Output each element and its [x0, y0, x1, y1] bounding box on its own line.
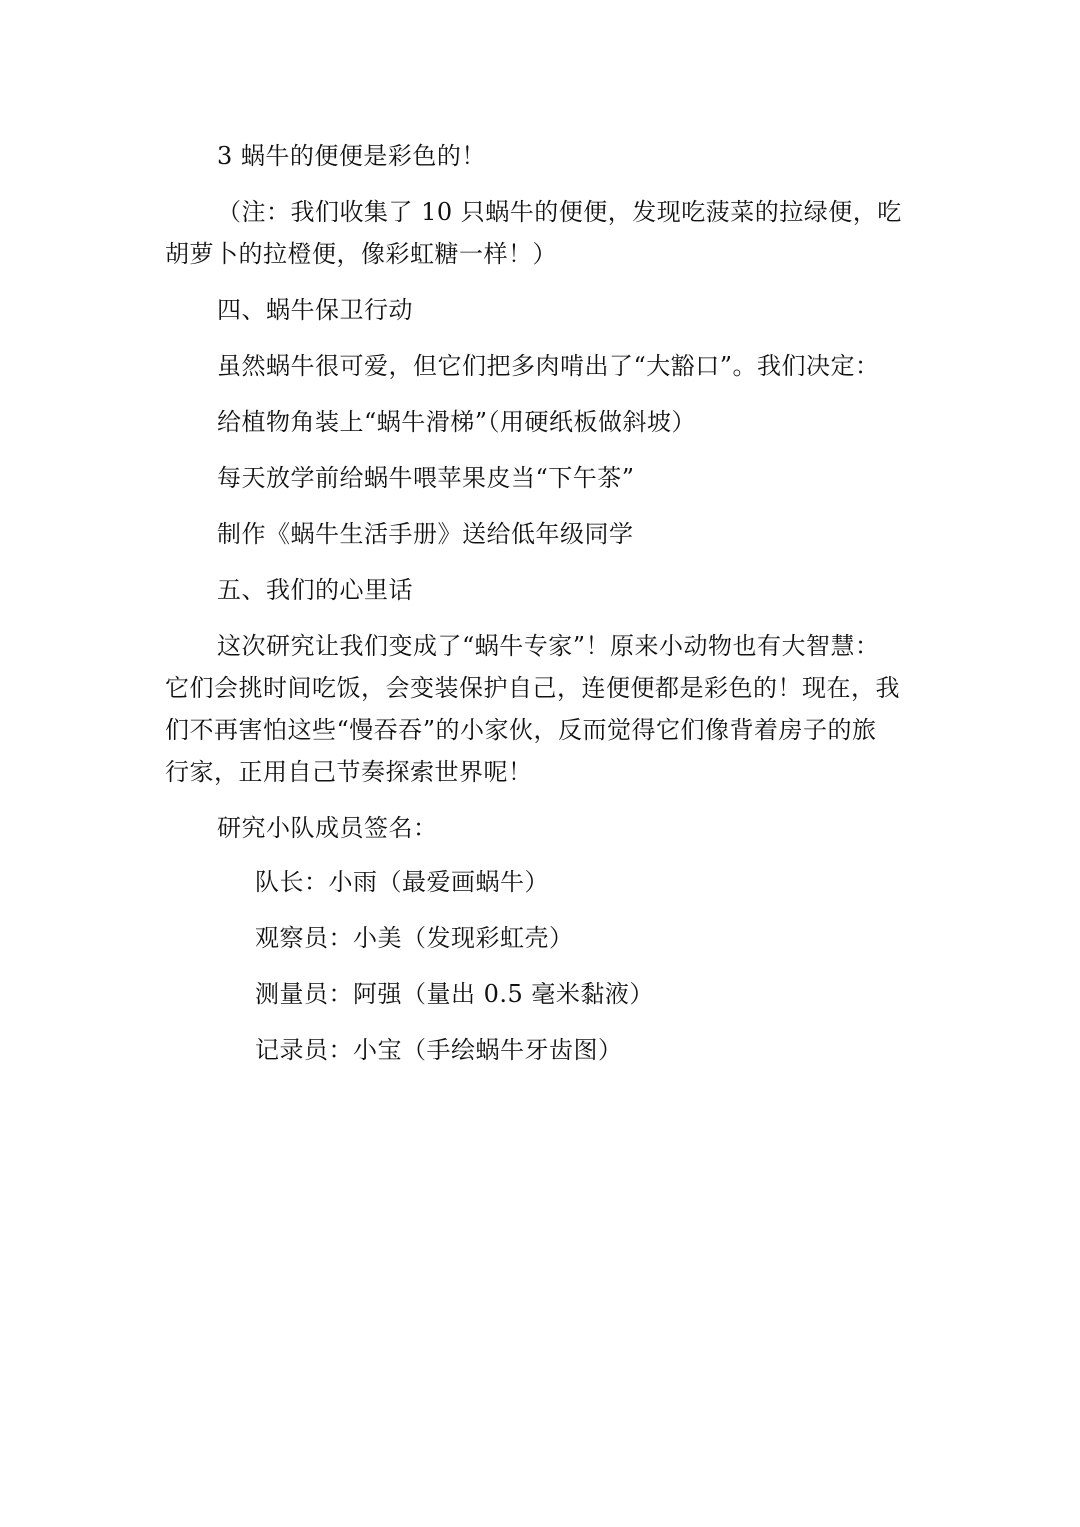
section-5-heading: 五、我们的心里话	[217, 576, 413, 604]
action-item-2: 每天放学前给蜗牛喂苹果皮当“下午茶”	[217, 464, 635, 492]
conclusion-line-2: 它们会挑时间吃饭，会变装保护自己，连便便都是彩色的！现在，我	[165, 674, 900, 702]
section-4-heading: 四、蜗牛保卫行动	[217, 296, 413, 324]
conclusion-line-3: 们不再害怕这些“慢吞吞”的小家伙，反而觉得它们像背着房子的旅	[165, 716, 877, 744]
signature-heading: 研究小队成员签名：	[217, 814, 438, 842]
action-item-3: 制作《蜗牛生活手册》送给低年级同学	[217, 520, 634, 548]
section-4-intro: 虽然蜗牛很可爱，但它们把多肉啃出了“大豁口”。我们决定：	[217, 352, 880, 380]
action-item-1: 给植物角装上“蜗牛滑梯”（用硬纸板做斜坡）	[217, 408, 697, 436]
member-recorder: 记录员：小宝（手绘蜗牛牙齿图）	[255, 1036, 623, 1064]
member-captain: 队长：小雨（最爱画蜗牛）	[255, 868, 549, 896]
conclusion-line-1: 这次研究让我们变成了“蜗牛专家”！原来小动物也有大智慧：	[217, 632, 880, 660]
finding-3-line: 3 蜗牛的便便是彩色的！	[217, 142, 486, 170]
note-line-1: （注：我们收集了 10 只蜗牛的便便，发现吃菠菜的拉绿便，吃	[217, 198, 902, 226]
conclusion-line-4: 行家，正用自己节奏探索世界呢！	[165, 758, 533, 786]
member-observer: 观察员：小美（发现彩虹壳）	[255, 924, 574, 952]
member-measurer: 测量员：阿强（量出 0.5 毫米黏液）	[255, 980, 654, 1008]
note-line-2: 胡萝卜的拉橙便，像彩虹糖一样！）	[165, 240, 557, 268]
